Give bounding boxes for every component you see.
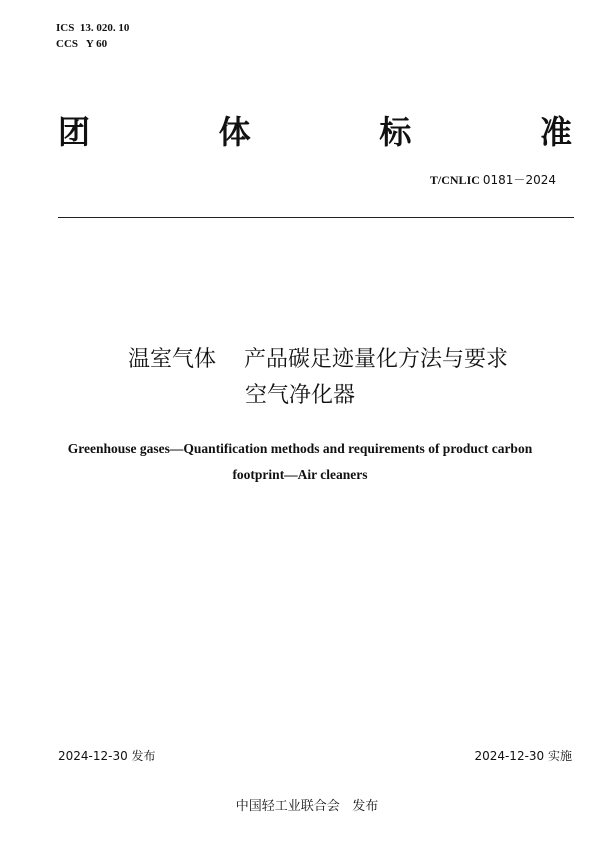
- standard-code-number: 0181－2024: [482, 173, 556, 187]
- standard-type-char: 团: [58, 113, 91, 151]
- publisher: 中国轻工业联合会 发布: [235, 799, 379, 814]
- english-title-line-1: Greenhouse gases—Quantification methods and requirements of product carbon: [67, 441, 533, 456]
- standard-type-char: 体: [218, 113, 251, 151]
- header-divider: [58, 217, 574, 218]
- issue-date: 2024-12-30 发布: [58, 749, 156, 763]
- ccs-code: CCS Y 60: [56, 38, 108, 50]
- standard-type-char: 标: [379, 113, 412, 151]
- chinese-title-line-1: 温室气体 产品碳足迹量化方法与要求: [128, 347, 508, 372]
- chinese-title-line-2: 空气净化器: [244, 383, 355, 408]
- chinese-title: [0, 342, 600, 414]
- english-title: [0, 436, 600, 488]
- implementation-date: 2024-12-30 实施: [474, 749, 572, 763]
- standard-type-heading: [58, 112, 572, 152]
- standard-type-char: 准: [539, 113, 572, 151]
- standard-code: [430, 172, 556, 188]
- english-title-line-2: footprint—Air cleaners: [232, 467, 368, 482]
- standard-code-prefix: T/CNLIC: [429, 173, 483, 187]
- ics-code: ICS 13. 020. 10: [56, 22, 130, 34]
- classification-codes: [56, 20, 129, 52]
